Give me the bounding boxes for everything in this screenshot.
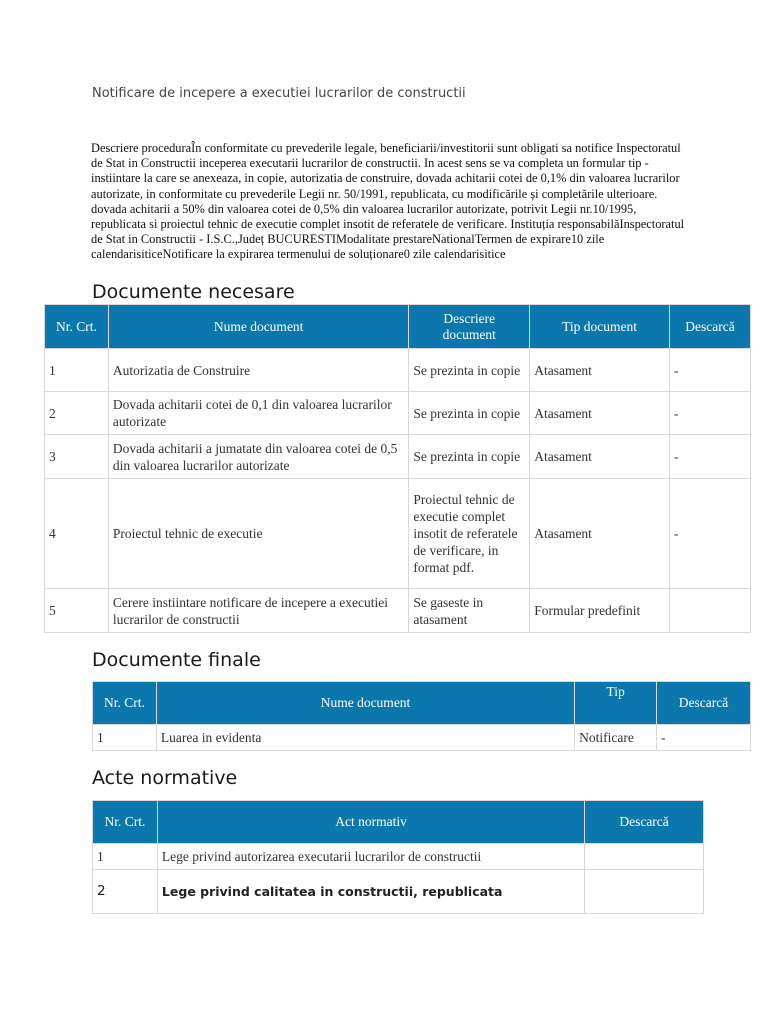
table-row bbox=[45, 435, 751, 479]
acts-heading: Acte normative bbox=[92, 767, 238, 789]
row-nr: 2 bbox=[93, 870, 158, 914]
col-header-nr: Nr. Crt. bbox=[93, 801, 158, 844]
required-docs-heading: Documente necesare bbox=[92, 281, 295, 303]
download-link[interactable] bbox=[585, 844, 704, 870]
table-row bbox=[93, 870, 704, 914]
document-name: Luarea in evidenta bbox=[156, 725, 574, 751]
document-type: Atasament bbox=[530, 479, 670, 589]
table-row bbox=[45, 589, 751, 633]
col-header-download: Descarcă bbox=[585, 801, 704, 844]
table-row bbox=[45, 392, 751, 435]
col-header-name: Nume document bbox=[156, 682, 574, 725]
download-link[interactable]: - bbox=[670, 435, 751, 479]
act-name[interactable]: Lege privind autorizarea executarii lucrarilor de constructii bbox=[157, 844, 584, 870]
col-header-type: Tip bbox=[575, 682, 657, 725]
document-description: Se prezinta in copie bbox=[409, 349, 530, 392]
act-name[interactable]: Lege privind calitatea in constructii, republicata bbox=[157, 870, 584, 914]
col-header-description: Descriere document bbox=[409, 305, 530, 349]
download-link[interactable] bbox=[670, 589, 751, 633]
table-header-row bbox=[93, 682, 751, 725]
acts-table bbox=[92, 800, 704, 914]
document-name: Proiectul tehnic de executie bbox=[108, 479, 408, 589]
download-link[interactable]: - bbox=[657, 725, 751, 751]
row-nr: 1 bbox=[93, 725, 157, 751]
document-name: Dovada achitarii cotei de 0,1 din valoarea lucrarilor autorizate bbox=[108, 392, 408, 435]
col-header-nr: Nr. Crt. bbox=[45, 305, 109, 349]
col-header-act: Act normativ bbox=[157, 801, 584, 844]
table-row bbox=[93, 725, 751, 751]
download-link[interactable] bbox=[585, 870, 704, 914]
row-nr: 4 bbox=[45, 479, 109, 589]
row-nr: 1 bbox=[93, 844, 158, 870]
download-link[interactable]: - bbox=[670, 392, 751, 435]
final-docs-heading: Documente finale bbox=[92, 649, 261, 671]
col-header-name: Nume document bbox=[108, 305, 408, 349]
final-docs-table bbox=[92, 681, 751, 751]
row-nr: 5 bbox=[45, 589, 109, 633]
row-nr: 1 bbox=[45, 349, 109, 392]
table-row bbox=[93, 844, 704, 870]
required-docs-table bbox=[44, 304, 751, 633]
table-row bbox=[45, 349, 751, 392]
col-header-download: Descarcă bbox=[657, 682, 751, 725]
document-type: Atasament bbox=[530, 392, 670, 435]
col-header-nr: Nr. Crt. bbox=[93, 682, 157, 725]
document-description: Se gaseste in atasament bbox=[409, 589, 530, 633]
document-name: Dovada achitarii a jumatate din valoarea cotei de 0,5 din valoarea lucrarilor autorizate bbox=[108, 435, 408, 479]
table-header-row bbox=[93, 801, 704, 844]
col-header-download: Descarcă bbox=[670, 305, 751, 349]
row-nr: 2 bbox=[45, 392, 109, 435]
document-type: Atasament bbox=[530, 349, 670, 392]
table-header-row bbox=[45, 305, 751, 349]
row-nr: 3 bbox=[45, 435, 109, 479]
document-type: Formular predefinit bbox=[530, 589, 670, 633]
document-type: Atasament bbox=[530, 435, 670, 479]
table-row bbox=[45, 479, 751, 589]
document-description: Se prezinta in copie bbox=[409, 435, 530, 479]
download-link[interactable]: - bbox=[670, 349, 751, 392]
procedure-description bbox=[91, 141, 691, 263]
page-title: Notificare de incepere a executiei lucrarilor de constructii bbox=[92, 86, 466, 101]
document-type: Notificare bbox=[575, 725, 657, 751]
document-description: Se prezinta in copie bbox=[409, 392, 530, 435]
document-description: Proiectul tehnic de executie complet insotit de referatele de verificare, in format pdf. bbox=[409, 479, 530, 589]
description-text: Descriere proceduraÎn conformitate cu prevederile legale, beneficiarii/investitorii sunt obligati sa notifice Inspectoratul de Stat in Constructii inceperea executarii lucrarilor de constructii. In acest sens se va completa un formular tip - instiintare la care se anexeaza, in copie, autorizatia de construire, dovada achitarii cotei de 0,1% din valoarea lucrarilor autorizate, in conformitate cu prevederile Legii nr. 50/1991, republicata, cu modificările și completările ulterioare. dovada achitarii a 50% din valoarea cotei de 0,5% din valoarea lucrarilor autorizate, potrivit Legii nr.10/1995, republicata si proiectul tehnic de executie complet insotit de referatele de verificare. Instituția responsabilăInspectoratul de Stat in Constructii - I.S.C.,Județ BUCURESTIModalitate prestareNationalTermen de expirare10 zile calendarisiticeNotificare la expirarea termenului de soluționare0 zile calendarisitice bbox=[91, 141, 685, 262]
col-header-type: Tip document bbox=[530, 305, 670, 349]
document-name: Cerere instiintare notificare de incepere a executiei lucrarilor de constructii bbox=[108, 589, 408, 633]
document-name: Autorizatia de Construire bbox=[108, 349, 408, 392]
download-link[interactable]: - bbox=[670, 479, 751, 589]
